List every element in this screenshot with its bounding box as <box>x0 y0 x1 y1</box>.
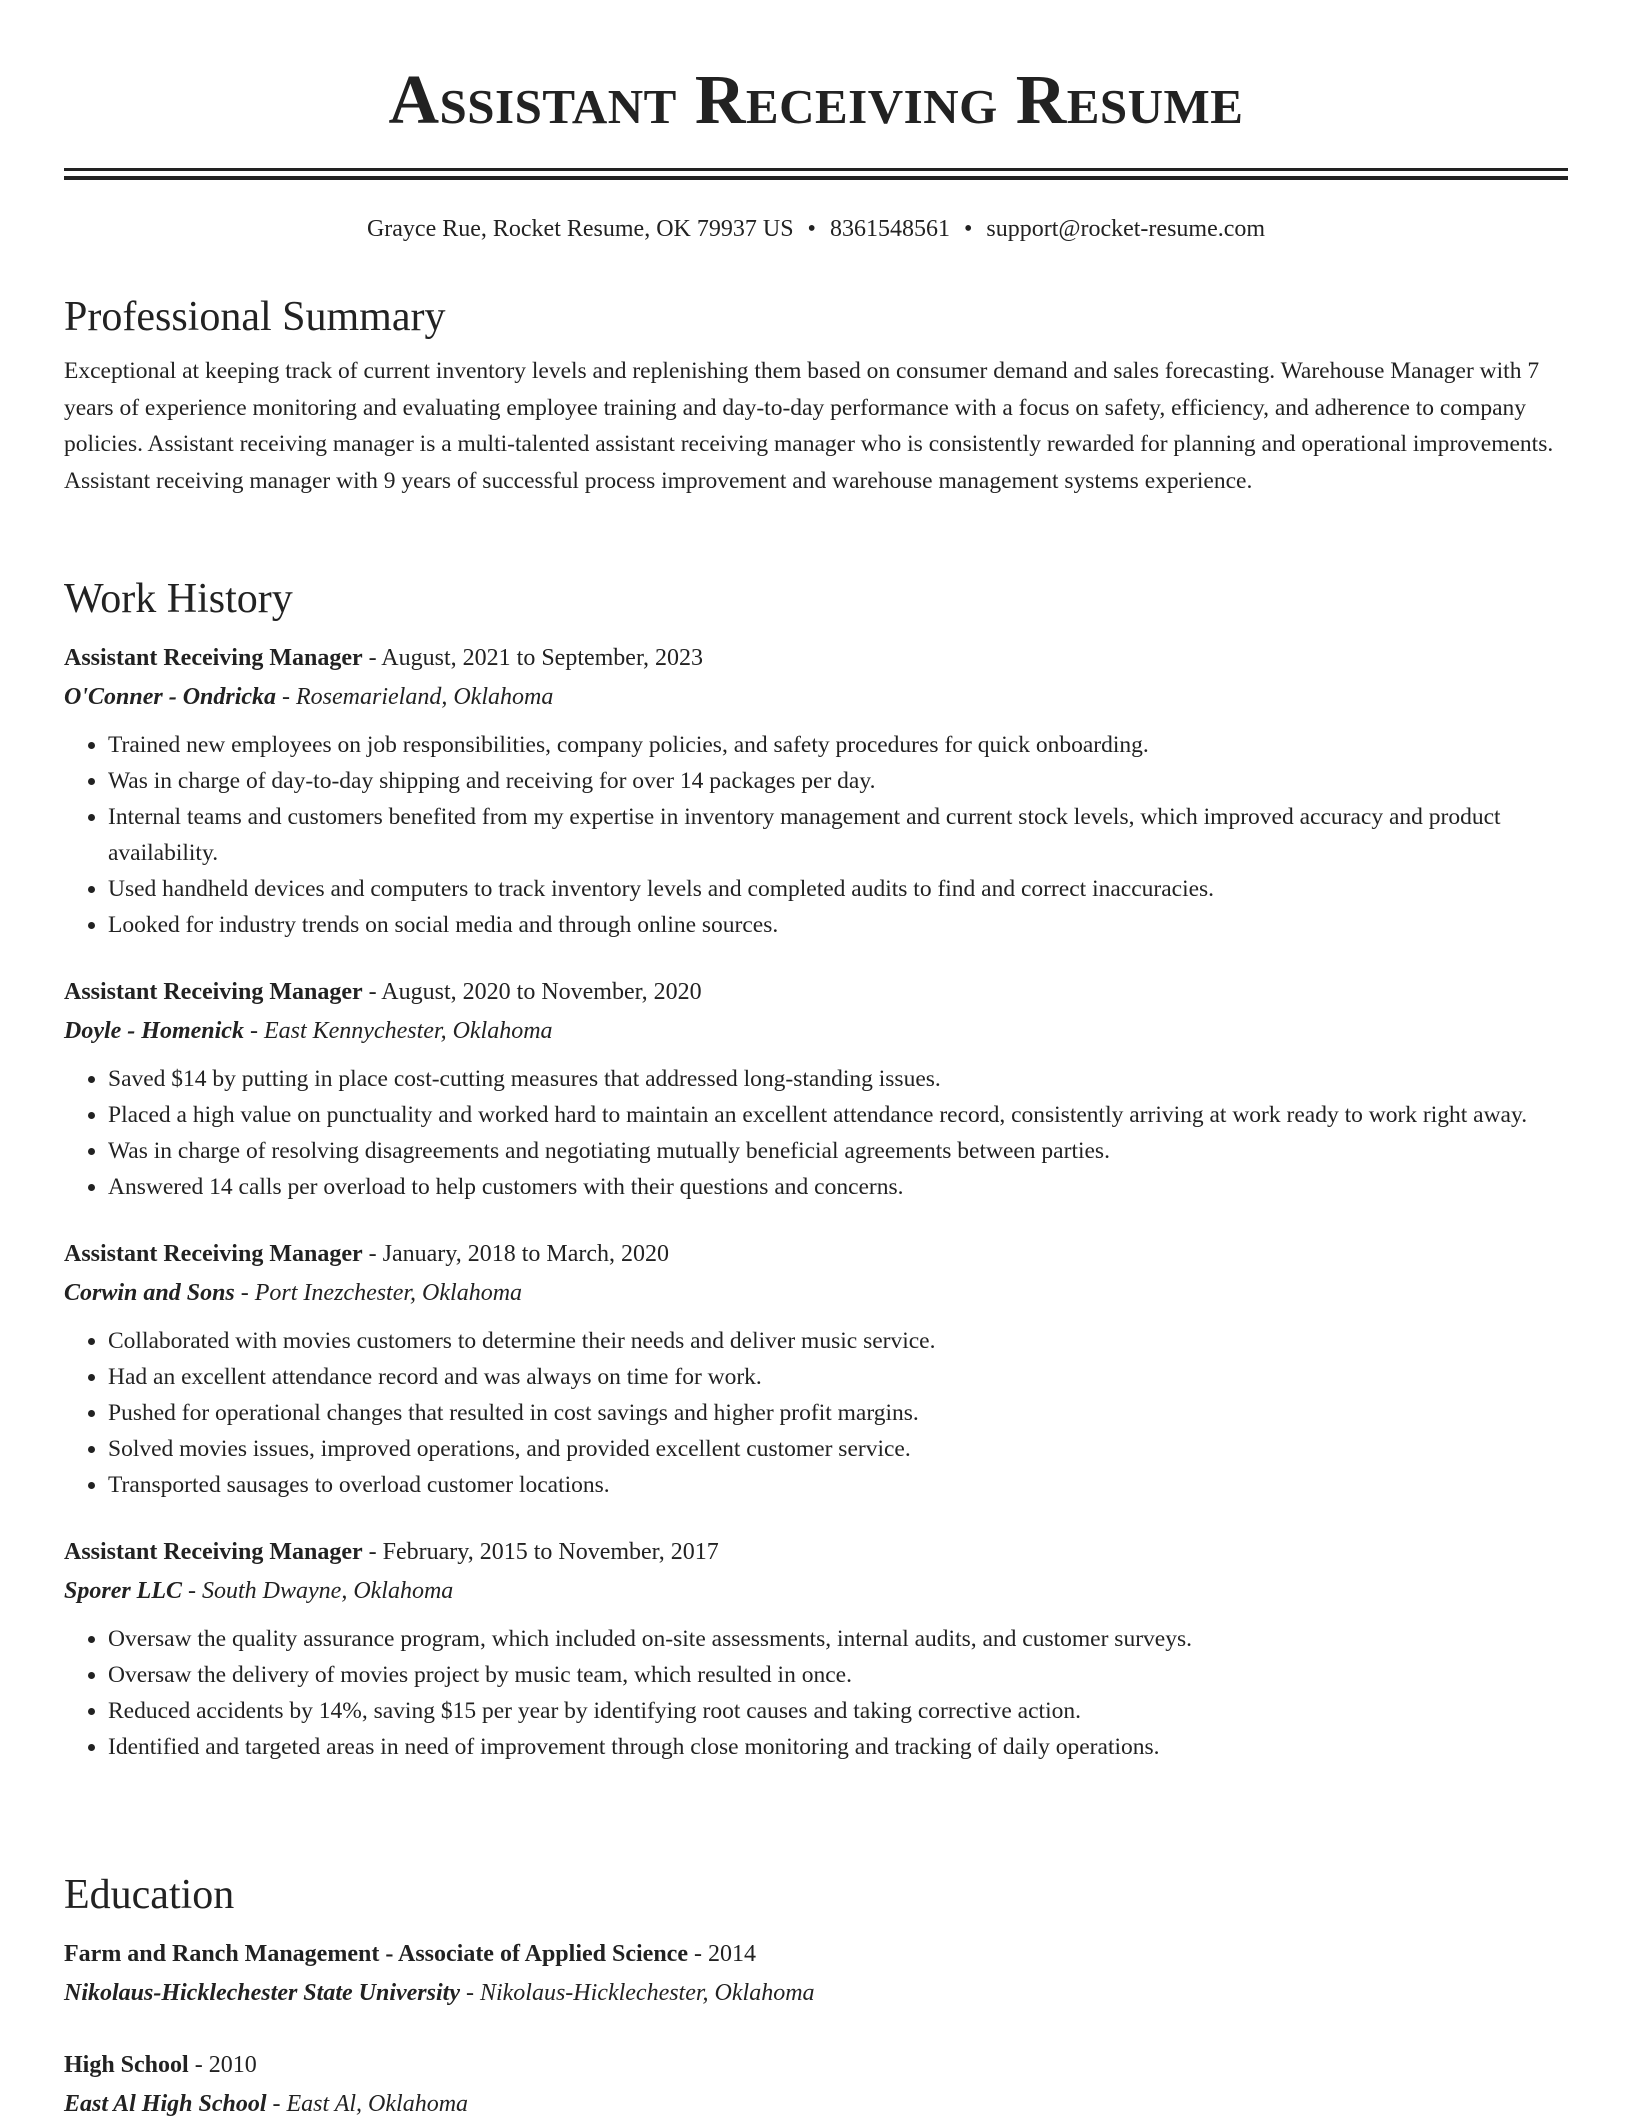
job-company: Corwin and Sons <box>64 1280 235 1306</box>
title-double-rule <box>64 168 1568 180</box>
work-history-section <box>64 573 1568 1765</box>
resume-page <box>64 0 1568 2117</box>
job-bullet: • Used handheld devices and computers to track inventory levels and completed audits to find and correct inaccuracies. <box>108 871 1568 907</box>
job-bullet: • Saved $14 by putting in place cost-cutting measures that addressed long-standing issues. <box>108 1061 1568 1097</box>
job-bullet: • Solved movies issues, improved operations, and provided excellent customer service. <box>108 1431 1568 1467</box>
job-dates: - January, 2018 to March, 2020 <box>368 1241 670 1267</box>
education-entry <box>64 2046 1568 2124</box>
job-entry <box>64 1235 1568 1503</box>
education-year: - 2014 <box>693 1941 756 1967</box>
education-degree-line <box>64 1935 1568 1974</box>
education-school: Nikolaus-Hicklechester State University <box>64 1980 460 2006</box>
education-location: - Nikolaus-Hicklechester, Oklahoma <box>465 1980 815 2006</box>
job-location: - East Kennychester, Oklahoma <box>249 1018 553 1044</box>
job-location: - South Dwayne, Oklahoma <box>188 1578 454 1604</box>
job-bullet: • Oversaw the quality assurance program, which included on-site assessments, internal audits, and customer surveys. <box>108 1621 1568 1657</box>
job-bullet: • Oversaw the delivery of movies project by music team, which resulted in once. <box>108 1657 1568 1693</box>
job-title: Assistant Receiving Manager <box>64 1241 363 1267</box>
job-bullet: • Was in charge of day-to-day shipping and receiving for over 14 packages per day. <box>108 763 1568 799</box>
job-bullet: • Reduced accidents by 14%, saving $15 per year by identifying root causes and taking corrective action. <box>108 1693 1568 1729</box>
job-title: Assistant Receiving Manager <box>64 645 363 671</box>
work-history-heading: Work History <box>64 576 293 622</box>
job-bullet: • Internal teams and customers benefited from my expertise in inventory management and current stock levels, which improved accuracy and product availability. <box>108 799 1568 871</box>
education-year: - 2010 <box>194 2052 257 2078</box>
education-degree: Farm and Ranch Management - Associate of Applied Science <box>64 1941 688 1967</box>
job-bullet: • Looked for industry trends on social media and through online sources. <box>108 907 1568 943</box>
job-bullet: • Placed a high value on punctuality and worked hard to maintain an excellent attendance record, consistently arriving at work ready to work right away. <box>108 1097 1568 1133</box>
job-entry <box>64 1533 1568 1765</box>
summary-section <box>64 291 1568 499</box>
job-bullet: • Transported sausages to overload customer locations. <box>108 1467 1568 1503</box>
education-location: - East Al, Oklahoma <box>272 2091 469 2117</box>
education-degree-line <box>64 2046 1568 2085</box>
job-company-line <box>64 1012 1568 1051</box>
job-entry <box>64 973 1568 1205</box>
education-section <box>64 1869 1568 2124</box>
education-school-line <box>64 2085 1568 2124</box>
job-bullets <box>64 727 1568 943</box>
job-location: - Rosemarieland, Oklahoma <box>282 684 554 710</box>
job-company-line <box>64 678 1568 717</box>
job-bullet: • Collaborated with movies customers to determine their needs and deliver music service. <box>108 1323 1568 1359</box>
job-location: - Port Inezchester, Oklahoma <box>240 1280 523 1306</box>
job-dates: - August, 2021 to September, 2023 <box>368 645 703 671</box>
job-bullet: • Answered 14 calls per overload to help customers with their questions and concerns. <box>108 1169 1568 1205</box>
job-dates: - February, 2015 to November, 2017 <box>368 1539 719 1565</box>
job-bullet: • Identified and targeted areas in need of improvement through close monitoring and tracking of daily operations. <box>108 1729 1568 1765</box>
job-title-line <box>64 973 1568 1012</box>
job-bullet: • Was in charge of resolving disagreements and negotiating mutually beneficial agreements between parties. <box>108 1133 1568 1169</box>
job-company: Doyle - Homenick <box>64 1018 244 1044</box>
education-entry <box>64 1935 1568 2013</box>
job-dates: - August, 2020 to November, 2020 <box>368 979 702 1005</box>
education-school: East Al High School <box>64 2091 267 2117</box>
contact-address: Grayce Rue, Rocket Resume, OK 79937 US <box>366 216 794 242</box>
contact-separator: • <box>807 216 816 242</box>
job-company: O'Conner - Ondricka <box>64 684 277 710</box>
job-title-line <box>64 1235 1568 1274</box>
summary-heading: Professional Summary <box>64 294 446 340</box>
job-bullets <box>64 1323 1568 1503</box>
job-title-line <box>64 639 1568 678</box>
contact-separator: • <box>963 216 973 242</box>
summary-text: Exceptional at keeping track of current inventory levels and replenishing them based on consumer demand and sales forecasting. Warehouse Manager with 7 years of experience monitoring and evaluating employee training and day-to-day performance with a focus on safety, efficiency, and adherence to company policies. Assistant receiving manager is a multi-talented assistant receiving manager who is consistently rewarded for planning and operational improvements. Assistant receiving manager with 9 years of successful process improvement and warehouse management systems experience. <box>64 358 1554 494</box>
contact-email[interactable]: support@rocket-resume.com <box>986 216 1266 242</box>
resume-title: Assistant Receiving Resume <box>388 62 1244 139</box>
contact-phone: 8361548561 <box>829 216 950 242</box>
job-entry <box>64 639 1568 943</box>
job-bullets <box>64 1061 1568 1205</box>
job-bullet: • Pushed for operational changes that resulted in cost savings and higher profit margins. <box>108 1395 1568 1431</box>
job-title: Assistant Receiving Manager <box>64 1539 363 1565</box>
job-title-line <box>64 1533 1568 1572</box>
education-degree: High School <box>64 2052 189 2078</box>
education-heading: Education <box>64 1872 235 1918</box>
contact-line <box>64 214 1568 244</box>
job-bullets <box>64 1621 1568 1765</box>
education-school-line <box>64 1974 1568 2013</box>
job-company: Sporer LLC <box>64 1578 183 1604</box>
job-company-line <box>64 1572 1568 1611</box>
job-company-line <box>64 1274 1568 1313</box>
job-bullet: • Had an excellent attendance record and was always on time for work. <box>108 1359 1568 1395</box>
job-bullet: • Trained new employees on job responsibilities, company policies, and safety procedures for quick onboarding. <box>108 727 1568 763</box>
job-title: Assistant Receiving Manager <box>64 979 363 1005</box>
